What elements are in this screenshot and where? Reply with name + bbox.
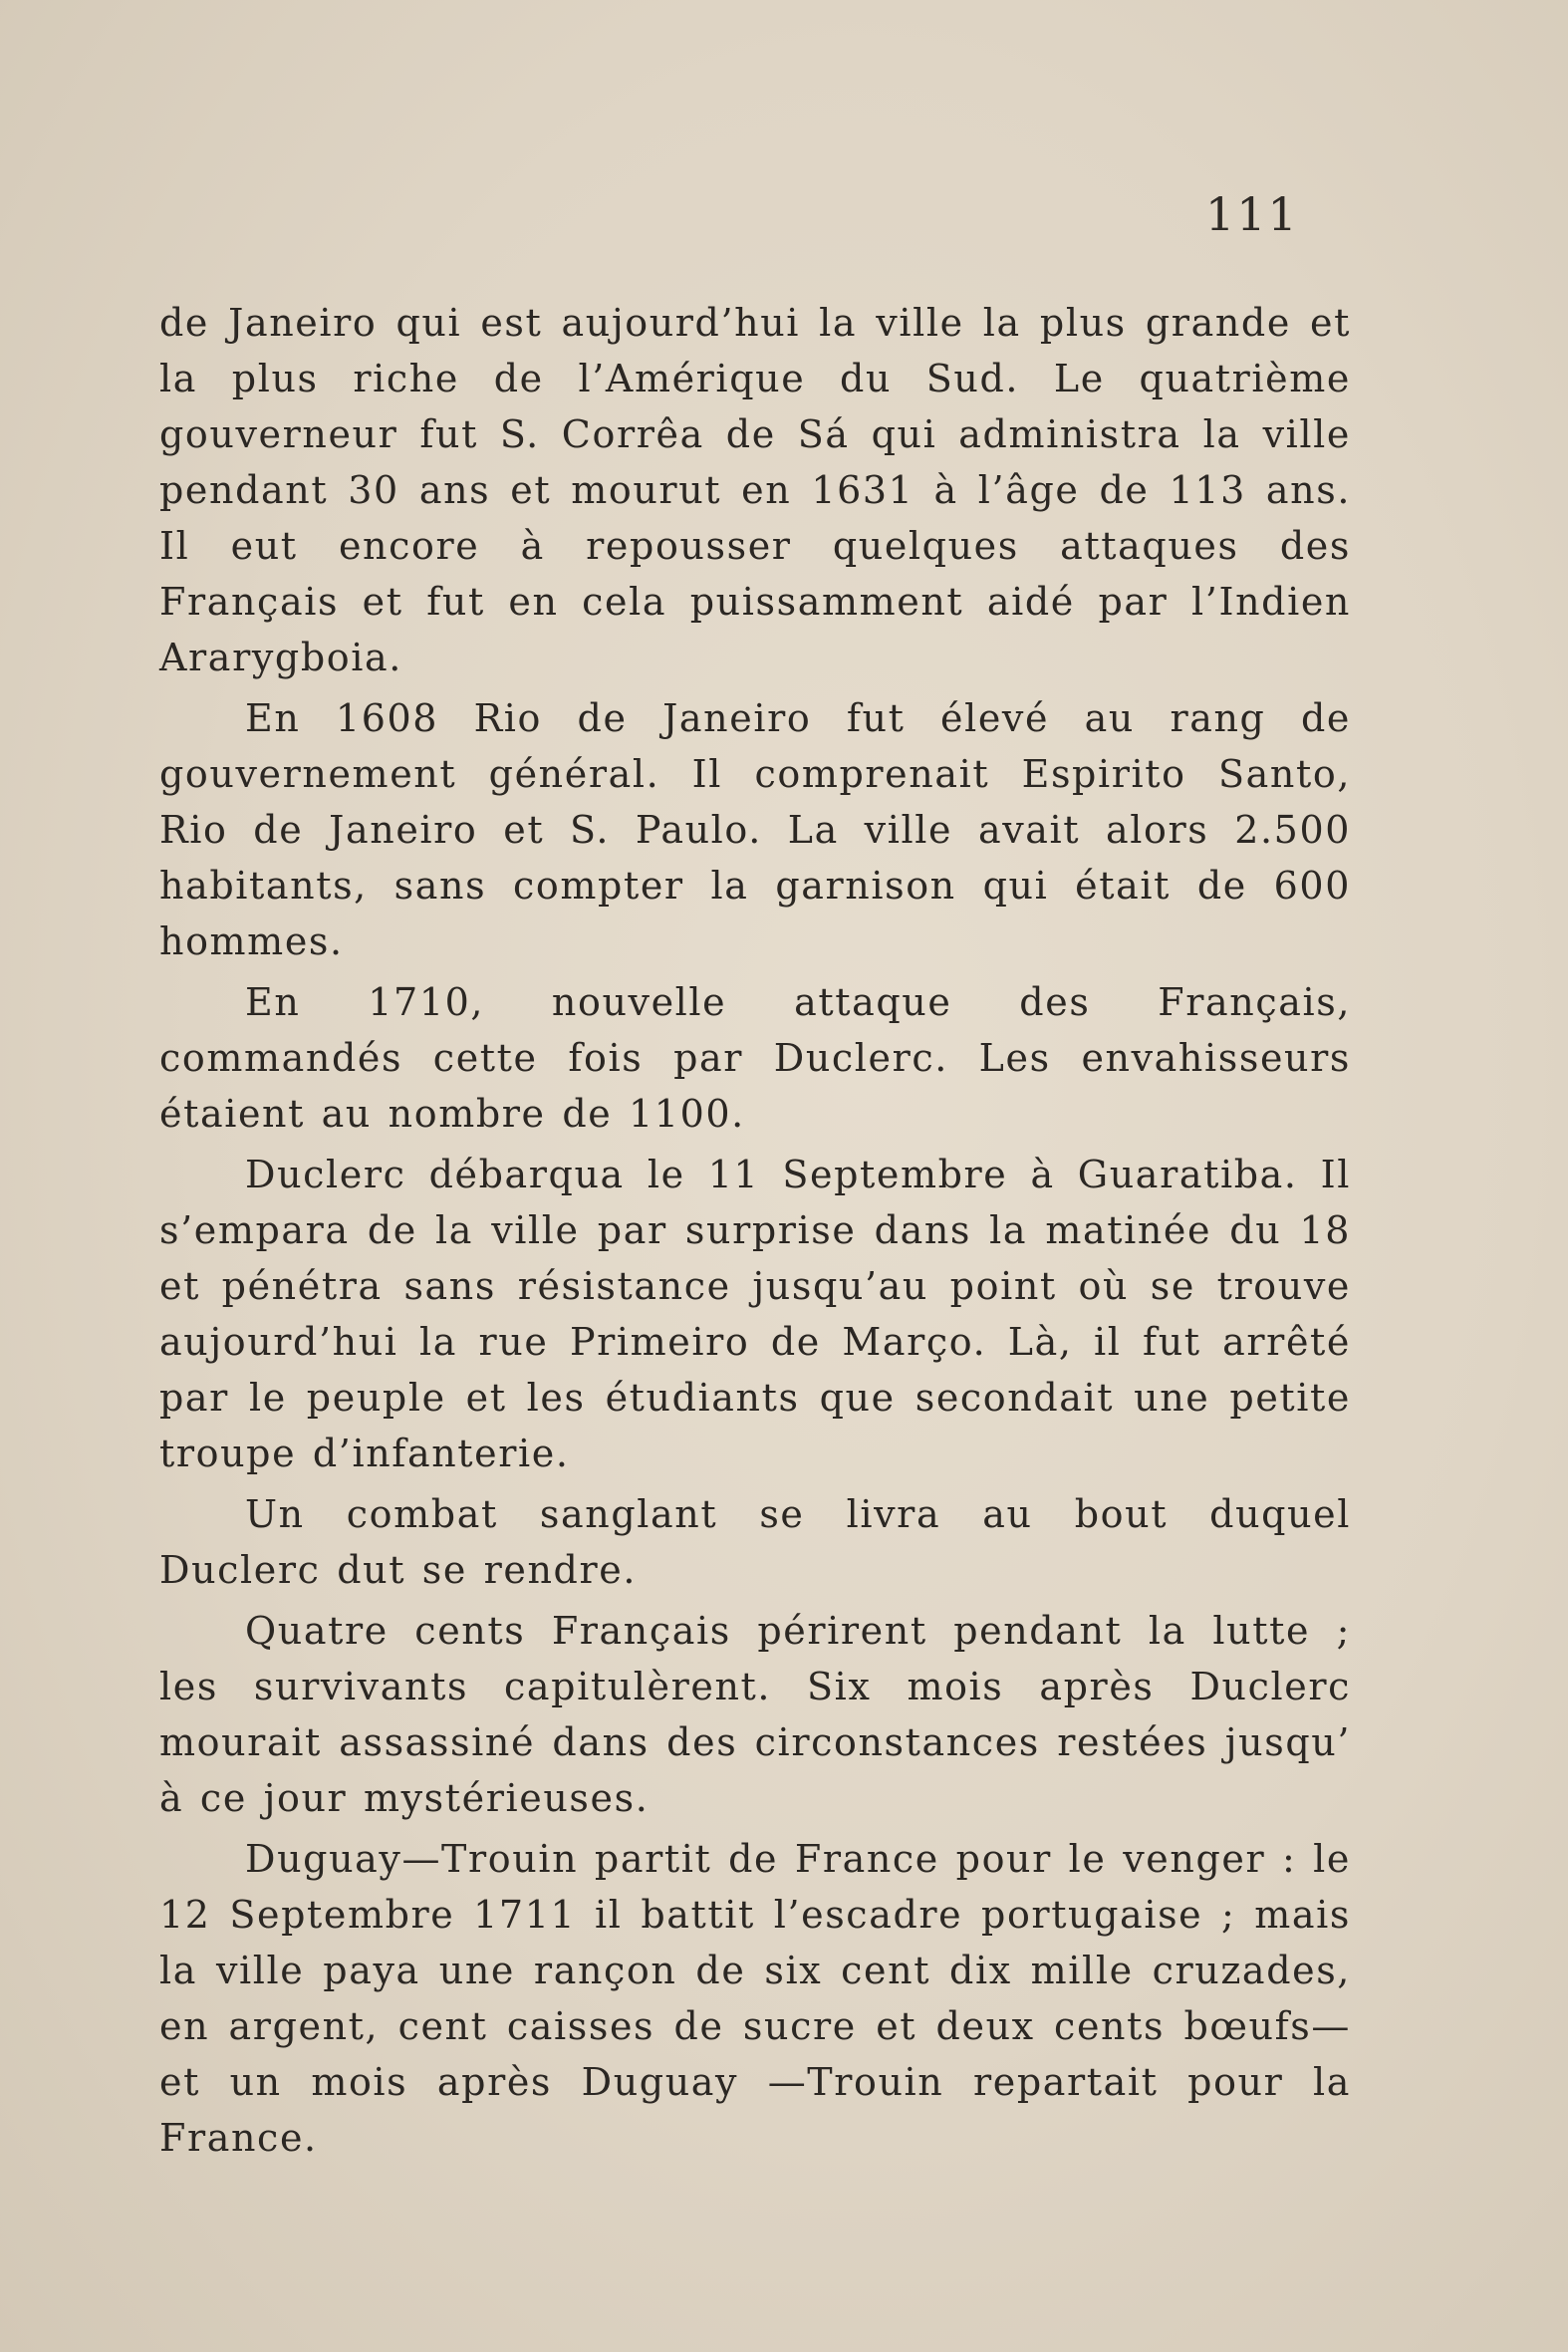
paragraph-4: Duclerc débarqua le 11 Septembre à Guaratiba. Il s’empara de la ville par surprise dans la matinée du 18 et pénétra sans résistance jusqu’au point où se trouve aujourd’hui la rue Primeiro de Março. Là, il fut arrêté par le peuple et les étudiants que secondait une petite troupe d’infanterie. (159, 1153, 1351, 1475)
paragraph-6: Quatre cents Français périrent pendant la lutte ; les survivants capitulèrent. Six mois après Duclerc mourait assassiné dans des circonstances restées jusqu’ à ce jour mystérieuses. (159, 1609, 1351, 1820)
paragraph-1: de Janeiro qui est aujourd’hui la ville la plus grande et la plus riche de l’Amérique du Sud. Le quatrième gouverneur fut S. Corrêa de Sá qui administra la ville pendant 30 ans et mourut en 1631 à l’âge de 113 ans. Il eut encore à repousser quelques attaques des Français et fut en cela puissamment aidé par l’Indien Ararygboia. (159, 301, 1351, 679)
paragraph-7: Duguay—Trouin partit de France pour le venger : le 12 Septembre 1711 il battit l’escadre portugaise ; mais la ville paya une rançon de six cent dix mille cruzades, en argent, cent caisses de sucre et deux cents bœufs—et un mois après Duguay —Trouin repartait pour la France. (159, 1837, 1351, 2160)
paragraph-3: En 1710, nouvelle attaque des Français, commandés cette fois par Duclerc. Les envahisseurs étaient au nombre de 1100. (159, 980, 1351, 1136)
page-number: 111 (1205, 187, 1299, 241)
paragraph-2: En 1608 Rio de Janeiro fut élevé au rang de gouvernement général. Il comprenait Espirito Santo, Rio de Janeiro et S. Paulo. La ville avait alors 2.500 habitants, sans compter la garnison qui était de 600 hommes. (159, 696, 1351, 963)
paragraph-5: Un combat sanglant se livra au bout duquel Duclerc dut se rendre. (159, 1492, 1351, 1592)
body-text (159, 295, 1351, 2171)
